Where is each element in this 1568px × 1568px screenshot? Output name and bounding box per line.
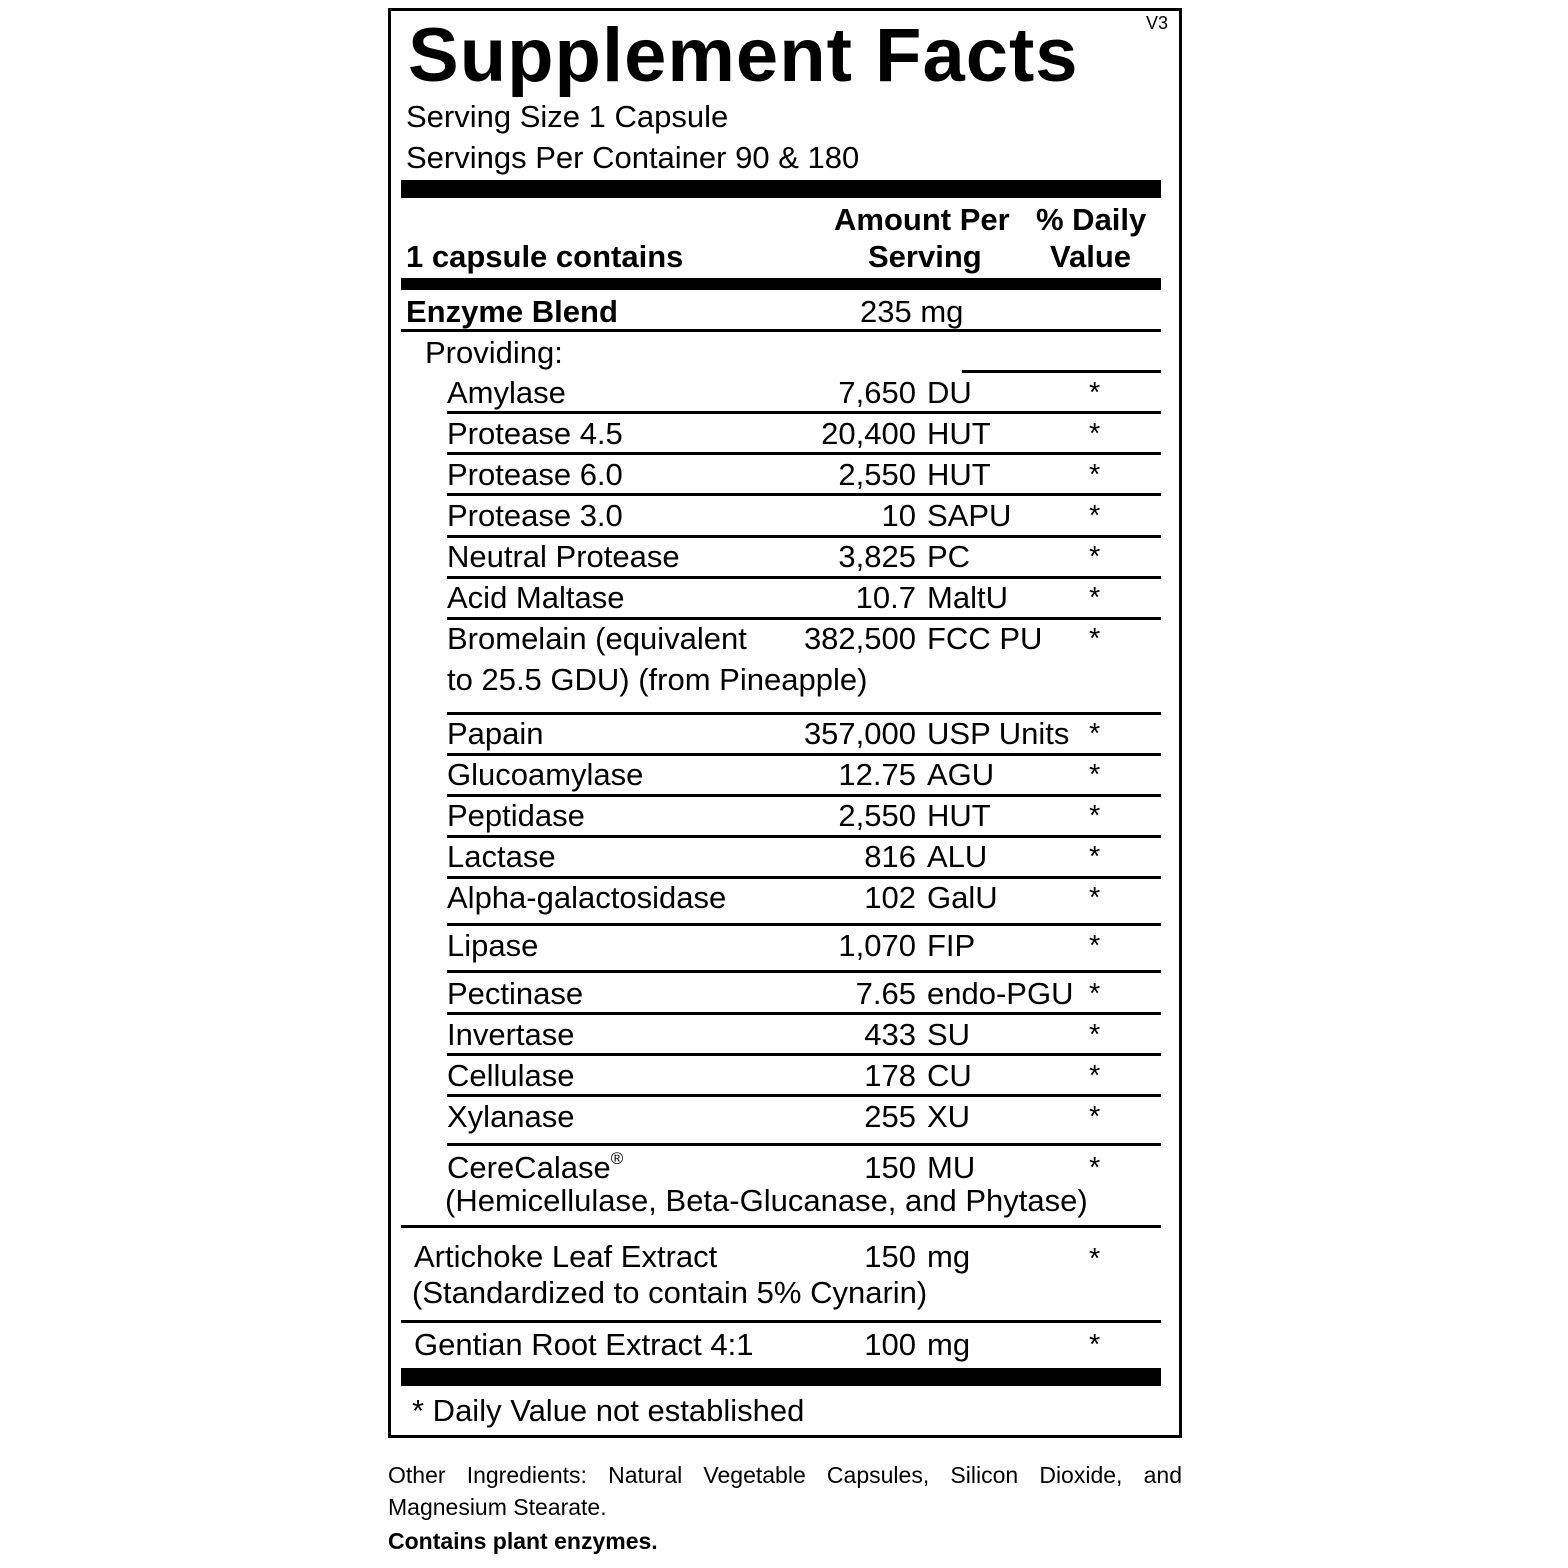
- enzyme-name: Neutral Protease: [447, 539, 680, 574]
- enzyme-name: Invertase: [447, 1017, 575, 1052]
- enzyme-amount-unit: endo-PGU: [927, 976, 1074, 1011]
- enzyme-amount-number: 10: [881, 498, 916, 533]
- enzyme-amount-unit: USP Units: [927, 716, 1070, 751]
- enzyme-daily-value: *: [1089, 500, 1101, 532]
- enzyme-amount-unit: PC: [927, 539, 971, 574]
- enzyme-name: Protease 4.5: [447, 416, 623, 451]
- extra-daily-value: *: [1089, 1243, 1101, 1275]
- enzyme-daily-value: *: [1089, 582, 1101, 614]
- row-divider: [401, 329, 1161, 332]
- enzyme-amount-number: 7,650: [838, 375, 916, 410]
- enzyme-daily-value: *: [1089, 418, 1101, 450]
- enzyme-name: Acid Maltase: [447, 580, 625, 615]
- extra-name: Artichoke Leaf Extract: [414, 1239, 718, 1274]
- row-divider: [447, 1053, 1161, 1056]
- header-amount-line2: Serving: [868, 239, 982, 274]
- enzyme-name: Lactase: [447, 839, 556, 874]
- enzyme-amount-number: 150: [864, 1150, 916, 1185]
- enzyme-daily-value: *: [1089, 623, 1101, 655]
- enzyme-amount-unit: AGU: [927, 757, 995, 792]
- enzyme-name-detail: (Hemicellulase, Beta-Glucanase, and Phytase): [445, 1183, 1088, 1218]
- enzyme-amount-number: 7.65: [855, 976, 916, 1011]
- row-divider: [447, 753, 1161, 756]
- row-divider: [447, 576, 1161, 579]
- enzyme-daily-value: *: [1089, 841, 1101, 873]
- enzyme-amount-unit: FIP: [927, 928, 976, 963]
- enzyme-name: Protease 3.0: [447, 498, 623, 533]
- enzyme-amount-unit: HUT: [927, 798, 991, 833]
- contains-statement: Contains plant enzymes.: [388, 1528, 658, 1554]
- enzyme-amount-number: 255: [864, 1099, 916, 1134]
- row-divider: [447, 970, 1161, 973]
- enzyme-amount-unit: FCC PU: [927, 621, 1043, 656]
- enzyme-daily-value: *: [1089, 978, 1101, 1010]
- servings-per-container: Servings Per Container 90 & 180: [406, 140, 860, 175]
- row-divider: [447, 923, 1161, 926]
- enzyme-amount-unit: XU: [927, 1099, 971, 1134]
- enzyme-amount-unit: HUT: [927, 457, 991, 492]
- extra-daily-value: *: [1089, 1329, 1101, 1361]
- enzyme-daily-value: *: [1089, 541, 1101, 573]
- enzyme-name: Xylanase: [447, 1099, 575, 1134]
- extra-name-detail: (Standardized to contain 5% Cynarin): [412, 1275, 928, 1310]
- row-divider: [447, 493, 1161, 496]
- enzyme-daily-value: *: [1089, 882, 1101, 914]
- enzyme-name: Alpha-galactosidase: [447, 880, 727, 915]
- enzyme-amount-number: 382,500: [803, 621, 916, 656]
- enzyme-amount-number: 178: [864, 1058, 916, 1093]
- row-divider: [401, 1320, 1161, 1323]
- enzyme-amount-unit: GalU: [927, 880, 998, 915]
- enzyme-amount-number: 102: [864, 880, 916, 915]
- enzyme-name: Protease 6.0: [447, 457, 623, 492]
- enzyme-name: Bromelain (equivalent: [447, 621, 747, 656]
- registered-trademark-mark: ®: [610, 1149, 624, 1168]
- enzyme-amount-number: 433: [864, 1017, 916, 1052]
- enzyme-name: Cellulase: [447, 1058, 575, 1093]
- enzyme-daily-value: *: [1089, 459, 1101, 491]
- blend-amount: 235 mg: [860, 294, 964, 329]
- header-contains: 1 capsule contains: [406, 239, 684, 274]
- enzyme-amount-unit: SAPU: [927, 498, 1012, 533]
- footnote: * Daily Value not established: [412, 1393, 805, 1428]
- row-divider: [447, 712, 1161, 715]
- row-divider: [447, 452, 1161, 455]
- row-divider: [962, 370, 1161, 373]
- other-ingredients-line2: Magnesium Stearate.: [388, 1494, 607, 1520]
- row-divider: [447, 1094, 1161, 1097]
- blend-name: Enzyme Blend: [406, 294, 618, 329]
- enzyme-amount-unit: DU: [927, 375, 972, 410]
- row-divider: [447, 617, 1161, 620]
- enzyme-daily-value: *: [1089, 930, 1101, 962]
- header-amount-line1: Amount Per: [834, 202, 1010, 237]
- enzyme-daily-value: *: [1089, 1152, 1101, 1184]
- other-ingredients-line1: Other Ingredients: Natural Vegetable Capsules, Silicon Dioxide, and: [388, 1462, 1182, 1488]
- enzyme-name: Peptidase: [447, 798, 585, 833]
- enzyme-amount-number: 2,550: [838, 457, 916, 492]
- enzyme-name: Lipase: [447, 928, 539, 963]
- extra-amount-number: 100: [864, 1327, 916, 1362]
- enzyme-amount-unit: MaltU: [927, 580, 1008, 615]
- enzyme-amount-unit: ALU: [927, 839, 988, 874]
- enzyme-daily-value: *: [1089, 1019, 1101, 1051]
- thick-divider-top: [401, 180, 1161, 198]
- enzyme-name: CereCalase®: [447, 1149, 624, 1185]
- row-divider: [401, 1225, 1161, 1228]
- enzyme-amount-number: 1,070: [838, 928, 916, 963]
- row-divider: [447, 535, 1161, 538]
- enzyme-daily-value: *: [1089, 377, 1101, 409]
- enzyme-amount-number: 20,400: [821, 416, 916, 451]
- thick-divider-header: [401, 278, 1161, 290]
- row-divider: [447, 835, 1161, 838]
- enzyme-amount-number: 816: [864, 839, 916, 874]
- enzyme-name: Pectinase: [447, 976, 584, 1011]
- extra-name: Gentian Root Extract 4:1: [414, 1327, 754, 1362]
- enzyme-amount-number: 12.75: [838, 757, 916, 792]
- enzyme-amount-number: 10.7: [855, 580, 916, 615]
- enzyme-amount-unit: SU: [927, 1017, 971, 1052]
- extra-amount-unit: mg: [927, 1239, 971, 1274]
- row-divider: [447, 1143, 1161, 1146]
- row-divider: [447, 411, 1161, 414]
- extra-amount-unit: mg: [927, 1327, 971, 1362]
- thick-divider-bottom: [401, 1368, 1161, 1386]
- enzyme-daily-value: *: [1089, 759, 1101, 791]
- enzyme-name-detail: to 25.5 GDU) (from Pineapple): [447, 662, 868, 697]
- serving-size: Serving Size 1 Capsule: [406, 99, 729, 134]
- enzyme-name: Amylase: [447, 375, 566, 410]
- version-label: V3: [1146, 13, 1169, 33]
- enzyme-name: Papain: [447, 716, 544, 751]
- providing-label: Providing:: [425, 335, 563, 370]
- enzyme-daily-value: *: [1089, 1101, 1101, 1133]
- row-divider: [447, 876, 1161, 879]
- row-divider: [447, 1012, 1161, 1015]
- row-divider: [447, 794, 1161, 797]
- enzyme-amount-unit: CU: [927, 1058, 972, 1093]
- enzyme-amount-number: 3,825: [838, 539, 916, 574]
- enzyme-amount-number: 2,550: [838, 798, 916, 833]
- enzyme-name: Glucoamylase: [447, 757, 644, 792]
- enzyme-amount-number: 357,000: [803, 716, 916, 751]
- enzyme-daily-value: *: [1089, 1060, 1101, 1092]
- enzyme-daily-value: *: [1089, 800, 1101, 832]
- extra-amount-number: 150: [864, 1239, 916, 1274]
- panel-title: Supplement Facts: [408, 13, 1079, 98]
- enzyme-daily-value: *: [1089, 718, 1101, 750]
- header-dv-line2: Value: [1050, 239, 1131, 274]
- enzyme-amount-unit: MU: [927, 1150, 976, 1185]
- enzyme-amount-unit: HUT: [927, 416, 991, 451]
- header-dv-line1: % Daily: [1036, 202, 1147, 237]
